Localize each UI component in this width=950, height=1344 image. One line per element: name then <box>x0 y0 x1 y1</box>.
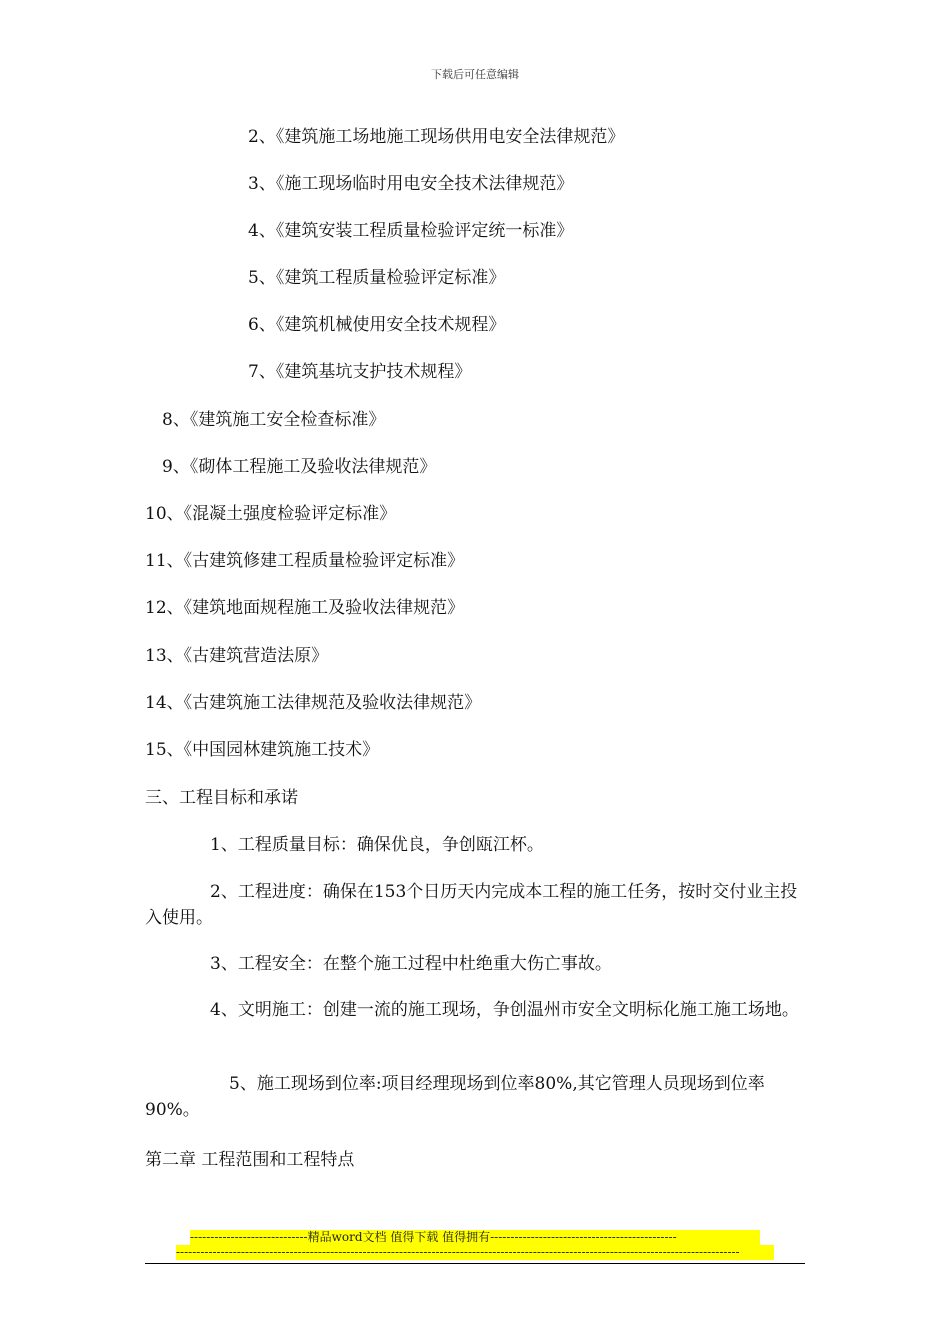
reference-item: 14、《古建筑施工法律规范及验收法律规范》 <box>145 693 482 713</box>
reference-item: 15、《中国园林建筑施工技术》 <box>145 740 380 760</box>
goal-item: 3、工程安全：在整个施工过程中杜绝重大伤亡事故。 <box>210 954 612 974</box>
reference-item: 3、《施工现场临时用电安全技术法律规范》 <box>248 174 574 194</box>
goal-item: 5、施工现场到位率:项目经理现场到位率80%,其它管理人员现场到位率90%。 <box>145 1074 765 1120</box>
reference-item: 11、《古建筑修建工程质量检验评定标准》 <box>145 551 465 571</box>
page-header: 下载后可任意编辑 <box>431 68 519 81</box>
reference-item: 7、《建筑基坑支护技术规程》 <box>248 362 472 382</box>
reference-item: 8、《建筑施工安全检查标准》 <box>162 410 386 430</box>
goal-item: 2、工程进度：确保在153个日历天内完成本工程的施工任务，按时交付业主投入使用。 <box>145 882 798 928</box>
reference-item: 13、《古建筑营造法原》 <box>145 646 329 666</box>
reference-item: 5、《建筑工程质量检验评定标准》 <box>248 268 506 288</box>
footer-rule <box>145 1263 805 1264</box>
chapter-heading: 第二章 工程范围和工程特点 <box>145 1150 355 1170</box>
footer-dash-line: ------------------------------------------------------------------------------------------------------------------------------------------- <box>176 1245 774 1260</box>
footer-banner: -----------------------------精品word文档 值得下载 值得拥有---------------------------------------------- <box>190 1230 760 1245</box>
goal-item: 4、文明施工：创建一流的施工现场，争创温州市安全文明标化施工施工场地。 <box>210 1000 799 1020</box>
reference-item: 12、《建筑地面规程施工及验收法律规范》 <box>145 598 465 618</box>
reference-item: 2、《建筑施工场地施工现场供用电安全法律规范》 <box>248 127 625 147</box>
reference-item: 10、《混凝土强度检验评定标准》 <box>145 504 397 524</box>
reference-item: 6、《建筑机械使用安全技术规程》 <box>248 315 506 335</box>
reference-item: 9、《砌体工程施工及验收法律规范》 <box>162 457 437 477</box>
section-heading: 三、工程目标和承诺 <box>145 788 298 808</box>
reference-item: 4、《建筑安装工程质量检验评定统一标准》 <box>248 221 574 241</box>
goal-item: 1、工程质量目标：确保优良，争创瓯江杯。 <box>210 835 544 855</box>
